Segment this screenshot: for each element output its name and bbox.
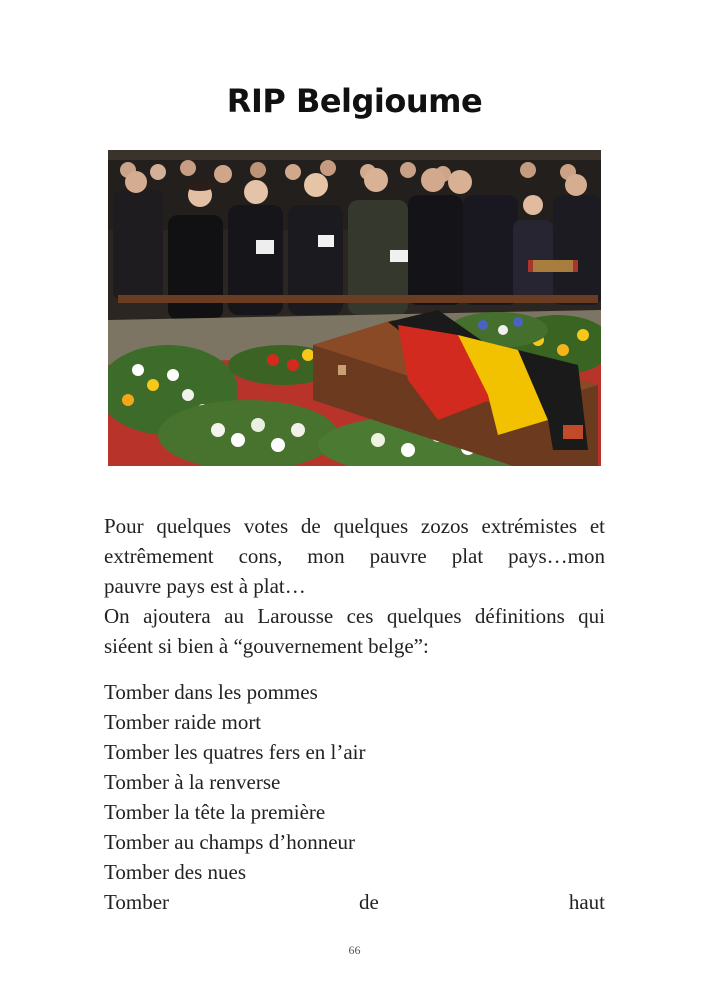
paragraph-line: pauvre pays est à plat… bbox=[104, 574, 306, 598]
list-item: Tomber les quatres fers en l’air bbox=[104, 740, 366, 764]
paragraph-line: On ajoutera au Larousse ces quelques définitions qui bbox=[104, 604, 605, 628]
paragraph-line: siéent si bien à “gouvernement belge”: bbox=[104, 634, 429, 658]
page-number: 66 bbox=[348, 943, 361, 957]
page-title: RIP Belgioume bbox=[226, 82, 483, 120]
list-item: Tomber au champs d’honneur bbox=[104, 830, 356, 854]
list-item: Tomber de haut bbox=[104, 890, 605, 914]
list-item: Tomber la tête la première bbox=[104, 800, 326, 824]
list-item: Tomber à la renverse bbox=[104, 770, 281, 794]
intro-paragraph bbox=[104, 511, 605, 661]
funeral-photo bbox=[108, 150, 601, 466]
list-item: Tomber des nues bbox=[104, 860, 246, 884]
paragraph-line: extrêmement cons, mon pauvre plat pays…mon bbox=[104, 544, 605, 568]
paragraph-line: Pour quelques votes de quelques zozos extrémistes et bbox=[104, 514, 605, 538]
definition-list bbox=[104, 677, 605, 917]
list-item: Tomber raide mort bbox=[104, 710, 262, 734]
list-item: Tomber dans les pommes bbox=[104, 680, 318, 704]
